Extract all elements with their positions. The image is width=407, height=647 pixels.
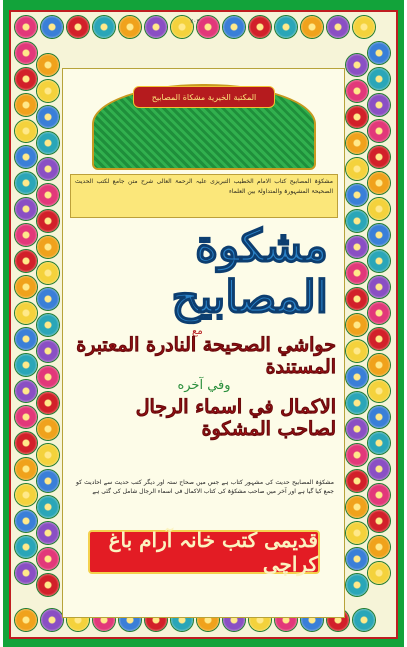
flower-ornament [368, 536, 390, 558]
flower-ornament [37, 132, 59, 154]
flower-ornament [346, 236, 368, 258]
subtitle-line-1-text: حواشي الصحيحة النادرة المعتبرة المستندة [76, 334, 336, 378]
flower-ornament [346, 340, 368, 362]
flower-ornament [37, 522, 59, 544]
ribbon-text: المكتبة الخيرية مشكاة المصابيح [151, 92, 257, 102]
flower-ornament [15, 458, 37, 480]
flower-ornament [15, 354, 37, 376]
flower-ornament [37, 340, 59, 362]
flower-ornament [346, 54, 368, 76]
flower-ornament [368, 68, 390, 90]
flower-ornament [37, 288, 59, 310]
flower-ornament [368, 484, 390, 506]
flower-ornament [368, 380, 390, 402]
flower-ornament [41, 16, 63, 38]
intro-text-box: مشکوٰۃ المصابیح کتاب الامام الخطیب التبریزی علیہ الرحمۃ العالی شرح متن جامع لکتب الحدیث الصحیحۃ المشہورۃ والمتداولۃ بین العلماء [70, 174, 338, 218]
flower-ornament [346, 106, 368, 128]
flower-ornament [15, 16, 37, 38]
flower-ornament [353, 16, 375, 38]
flower-ornament [37, 548, 59, 570]
flower-ornament [37, 80, 59, 102]
flower-ornament [368, 406, 390, 428]
flower-ornament [15, 276, 37, 298]
flower-ornament [15, 146, 37, 168]
flower-ornament [327, 16, 349, 38]
flower-ornament [346, 470, 368, 492]
flower-ornament [37, 314, 59, 336]
flower-ornament [223, 16, 245, 38]
flower-ornament [15, 562, 37, 584]
flower-ornament [368, 198, 390, 220]
flower-ornament [368, 172, 390, 194]
flower-ornament [15, 609, 37, 631]
flower-ornament [15, 380, 37, 402]
flower-ornament [37, 158, 59, 180]
flower-ornament [368, 120, 390, 142]
flower-ornament [197, 16, 219, 38]
flower-ornament [15, 432, 37, 454]
flower-ornament [368, 94, 390, 116]
flower-ornament [301, 16, 323, 38]
flower-ornament [37, 106, 59, 128]
flower-ornament [346, 314, 368, 336]
flower-ornament [346, 574, 368, 596]
flower-ornament [368, 328, 390, 350]
flower-ornament [346, 548, 368, 570]
flower-ornament [37, 418, 59, 440]
flower-ornament [368, 458, 390, 480]
flower-ornament [37, 444, 59, 466]
top-ribbon [133, 86, 275, 108]
flower-ornament [249, 16, 271, 38]
flower-ornament [368, 562, 390, 584]
flower-ornament [37, 366, 59, 388]
flower-ornament [346, 80, 368, 102]
flower-ornament [15, 250, 37, 272]
flower-ornament [15, 302, 37, 324]
flower-ornament [346, 262, 368, 284]
flower-ornament [346, 288, 368, 310]
flower-ornament [368, 354, 390, 376]
flower-ornament [368, 302, 390, 324]
flower-ornament [15, 224, 37, 246]
page-marker: ۲۰۳ [190, 18, 200, 25]
flower-ornament [37, 392, 59, 414]
flower-ornament [368, 42, 390, 64]
flower-ornament [368, 432, 390, 454]
flower-ornament [15, 172, 37, 194]
flower-ornament [37, 262, 59, 284]
flower-ornament [346, 210, 368, 232]
flower-ornament [353, 609, 375, 631]
flower-ornament [346, 522, 368, 544]
flower-ornament [93, 16, 115, 38]
flower-ornament [37, 184, 59, 206]
flower-ornament [346, 444, 368, 466]
flower-ornament [15, 42, 37, 64]
subtitle-line-2-text: الاكمال في اسماء الرجال لصاحب المشكوة [135, 396, 336, 440]
flower-ornament [37, 496, 59, 518]
flower-ornament [15, 198, 37, 220]
flower-ornament [346, 366, 368, 388]
flower-ornament [368, 224, 390, 246]
flower-ornament [346, 132, 368, 154]
flower-ornament [346, 392, 368, 414]
flower-ornament [15, 94, 37, 116]
flower-ornament [15, 510, 37, 532]
flower-ornament [15, 536, 37, 558]
flower-ornament [67, 16, 89, 38]
subtitle-connector: وفي آخره [177, 378, 231, 393]
flower-ornament [145, 16, 167, 38]
flower-ornament [275, 16, 297, 38]
subtitle-mark: مع [192, 326, 203, 337]
flower-ornament [41, 609, 63, 631]
subtitle-line-2 [74, 396, 336, 440]
flower-ornament [346, 158, 368, 180]
flower-ornament [15, 484, 37, 506]
publisher-banner [88, 530, 320, 574]
main-title-text: مشكوة المصابيح [171, 221, 328, 323]
flower-ornament [37, 574, 59, 596]
main-title [80, 222, 328, 322]
flower-ornament [15, 120, 37, 142]
flower-ornament [346, 418, 368, 440]
flower-ornament [37, 54, 59, 76]
flower-ornament [37, 470, 59, 492]
flower-ornament [15, 68, 37, 90]
flower-ornament [368, 250, 390, 272]
subtitle-line-1 [74, 334, 336, 378]
flower-ornament [368, 510, 390, 532]
flower-ornament [15, 406, 37, 428]
flower-ornament [37, 210, 59, 232]
flower-ornament [368, 276, 390, 298]
description-note: مشکوٰۃ المصابیح حدیث کی مشہور کتاب ہے جس میں صحاح ستہ اور دیگر کتب حدیث سے احادیث کو جمع کیا گیا ہے اور آخر میں صاحب مشکوٰۃ کی کتاب الاکمال فی اسماء الرجال شامل کی گئی ہے [76, 479, 334, 495]
flower-ornament [119, 16, 141, 38]
flower-ornament [346, 184, 368, 206]
publisher-text: قدیمی کتب خانہ آرام باغ کراچی [108, 528, 318, 576]
flower-ornament [368, 146, 390, 168]
flower-ornament [37, 236, 59, 258]
flower-ornament [346, 496, 368, 518]
flower-ornament [15, 328, 37, 350]
